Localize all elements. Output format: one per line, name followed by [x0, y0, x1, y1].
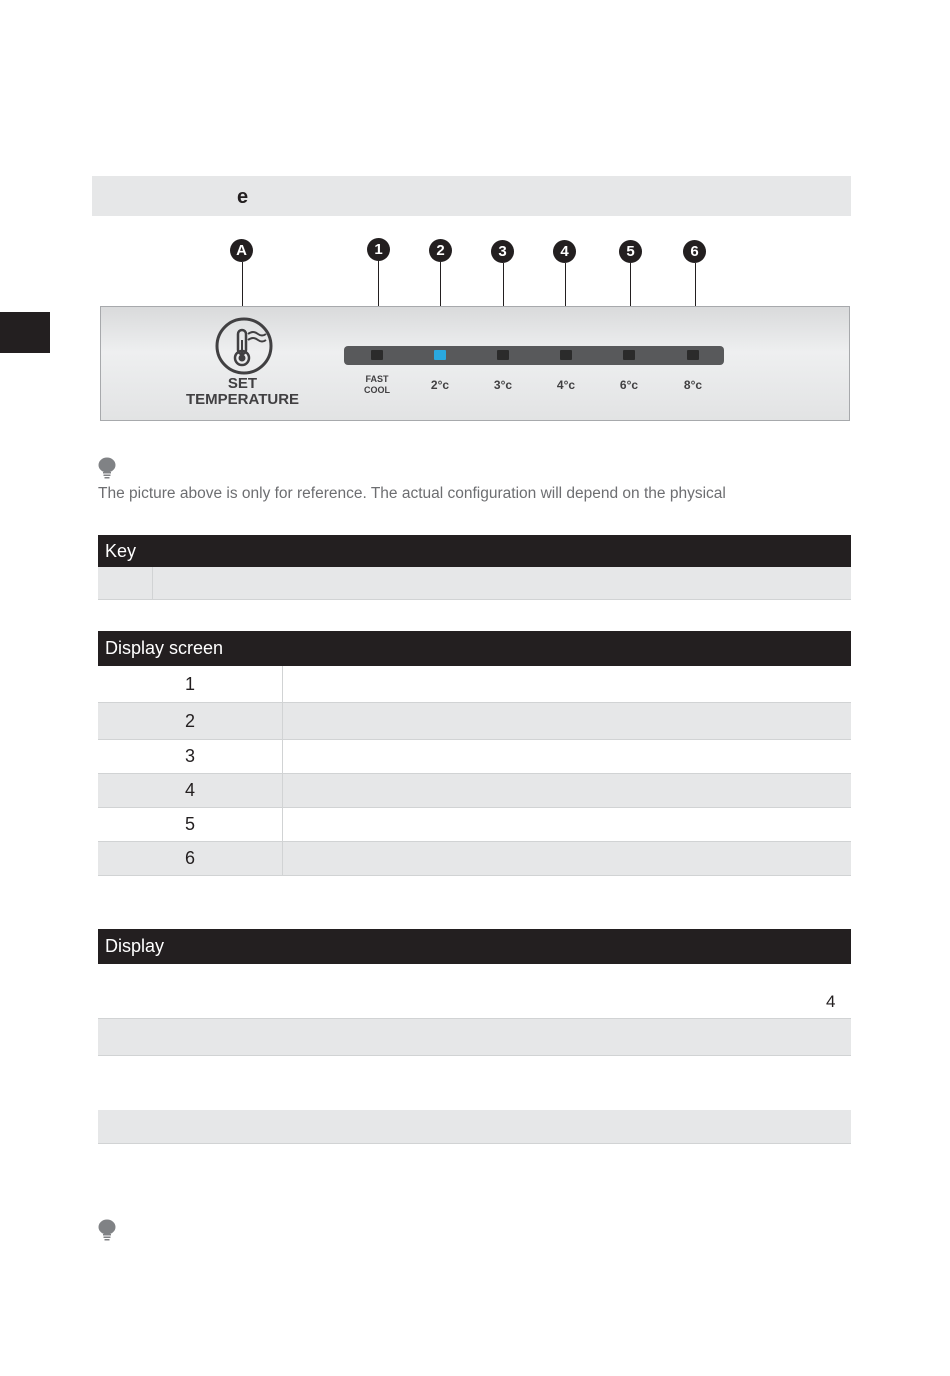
temp-label-2c: 2°c	[430, 378, 450, 392]
row-number: 2	[98, 703, 283, 739]
row-number: 4	[98, 774, 283, 807]
side-tab-marker	[0, 312, 50, 353]
key-cell	[98, 567, 153, 599]
bulb-icon	[98, 457, 116, 479]
temp-label-4c: 4°c	[556, 378, 576, 392]
control-panel-illustration	[100, 236, 850, 422]
temp-label-3c: 3°c	[493, 378, 513, 392]
fast-cool-label	[357, 374, 397, 396]
fast-cool-line2: COOL	[364, 385, 390, 395]
table-row	[98, 1056, 851, 1110]
table-row	[98, 842, 851, 876]
callout-4: 4	[553, 240, 576, 263]
row-description	[283, 774, 851, 807]
table-row	[98, 1110, 851, 1144]
section-title: e	[237, 186, 249, 208]
temp-indicator-4c	[560, 350, 572, 360]
row-number: 5	[98, 808, 283, 841]
fast-cool-indicator	[371, 350, 383, 360]
row-number: 3	[98, 740, 283, 773]
set-label-line2: TEMPERATURE	[185, 391, 300, 408]
table-row	[98, 740, 851, 774]
table-row	[98, 1019, 851, 1056]
row-description	[283, 808, 851, 841]
table-row	[98, 964, 851, 1019]
temp-label-8c: 8°c	[683, 378, 703, 392]
fast-cool-line1: FAST	[365, 374, 389, 384]
temp-label-6c: 6°c	[619, 378, 639, 392]
row-number: 1	[98, 666, 283, 702]
row-description	[283, 703, 851, 739]
set-label-line1: SET	[227, 375, 258, 392]
table-row	[98, 703, 851, 740]
row-number: 6	[98, 842, 283, 875]
table-row	[98, 808, 851, 842]
temp-indicator-2c	[434, 350, 446, 360]
callout-5: 5	[619, 240, 642, 263]
thermometer-icon[interactable]	[214, 316, 274, 376]
callout-3: 3	[491, 240, 514, 263]
callout-2: 2	[429, 239, 452, 262]
table-row	[98, 666, 851, 703]
note-text: The picture above is only for reference. The actual configuration will depend on the physical	[98, 485, 726, 502]
display-table-header: Display	[98, 929, 851, 964]
table-row	[98, 567, 851, 600]
temp-indicator-3c	[497, 350, 509, 360]
key-table-header: Key	[98, 535, 851, 567]
row-description	[283, 666, 851, 702]
callout-a: A	[230, 239, 253, 262]
set-temperature-label	[160, 376, 325, 408]
temp-indicator-6c	[623, 350, 635, 360]
page-number: 4	[826, 992, 836, 1011]
callout-1: 1	[367, 238, 390, 261]
row-description	[283, 842, 851, 875]
table-row	[98, 774, 851, 808]
row-description	[283, 740, 851, 773]
display-screen-table-header: Display screen	[98, 631, 851, 666]
temp-indicator-8c	[687, 350, 699, 360]
indicator-strip	[344, 346, 724, 365]
bulb-icon	[98, 1219, 116, 1241]
callout-6: 6	[683, 240, 706, 263]
section-header	[92, 176, 851, 216]
